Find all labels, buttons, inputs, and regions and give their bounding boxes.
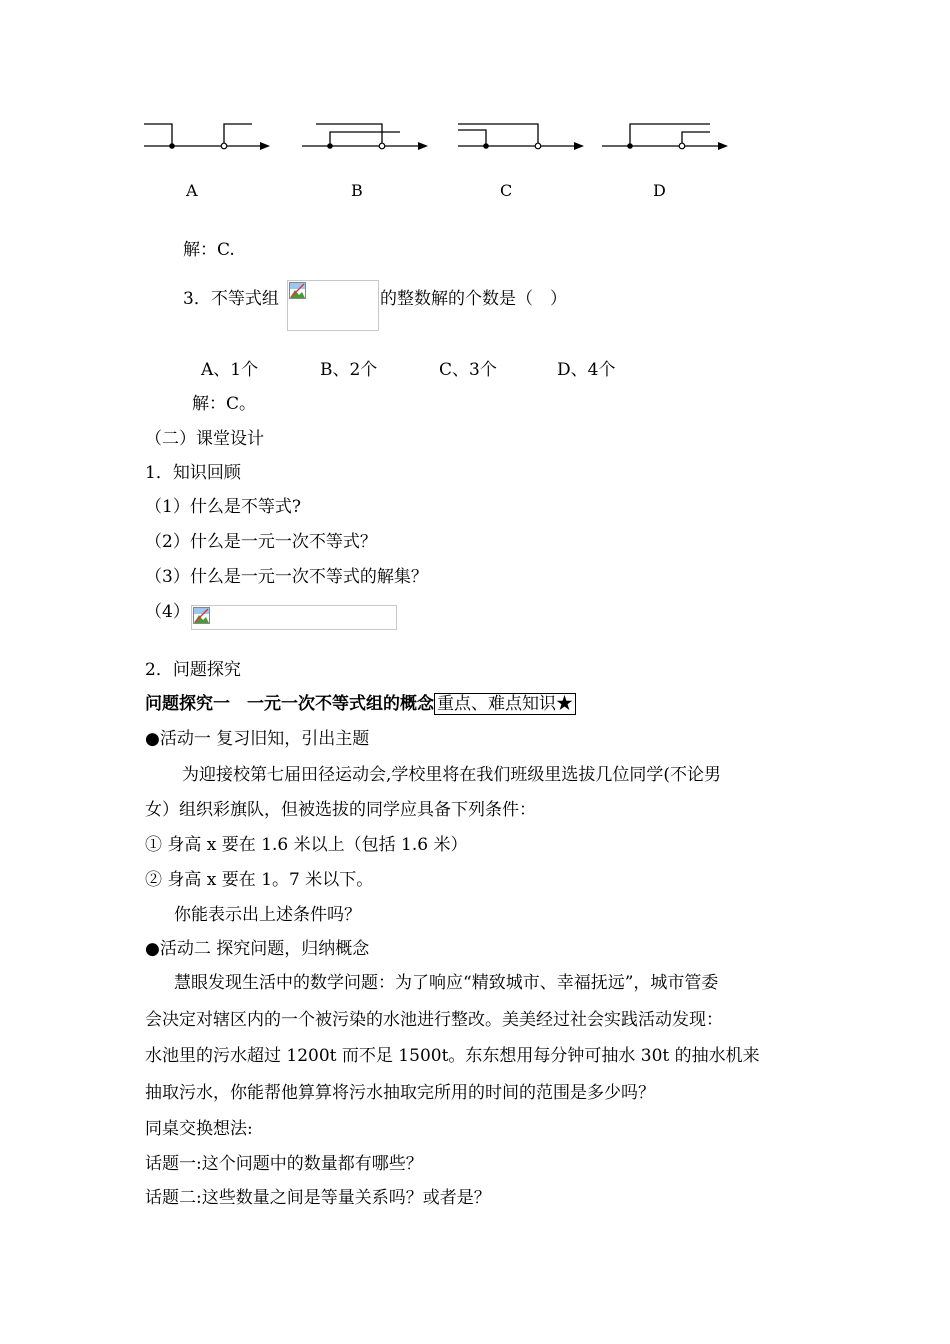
exchange-label: 同桌交换想法: [145, 1119, 253, 1139]
number-line-a [140, 112, 270, 162]
option-label-b: B [351, 181, 363, 200]
q3-choice-c: C、3个 [439, 360, 497, 380]
activity2-line3: 水池里的污水超过 1200t 而不足 1500t。东东想用每分钟可抽水 30t 的抽水机来 [145, 1046, 760, 1066]
number-line-d [598, 112, 728, 162]
activity1-title: ●活动一 复习旧知，引出主题 [145, 729, 370, 749]
topic-2: 话题二:这些数量之间是等量关系吗？或者是？ [145, 1188, 491, 1208]
number-line-c [454, 112, 584, 162]
broken-image-icon [193, 607, 210, 624]
key-point-tag: 重点、难点知识★ [434, 693, 576, 715]
explore-heading: 问题探究一 一元一次不等式组的概念 [145, 694, 434, 714]
q2-answer: 解：C. [183, 240, 235, 260]
option-label-a: A [186, 181, 198, 200]
explore-title: 2．问题探究 [145, 660, 241, 680]
q3-suffix: 的整数解的个数是（ ） [380, 289, 567, 309]
section-title: （二）课堂设计 [145, 429, 264, 449]
q3-choice-d: D、4个 [557, 360, 616, 380]
broken-image-icon [289, 282, 306, 299]
q3-prefix: 3．不等式组 [183, 289, 279, 309]
activity2-line2: 会决定对辖区内的一个被污染的水池进行整改。美美经过社会实践活动发现： [145, 1010, 723, 1030]
review-title: 1．知识回顾 [145, 463, 241, 483]
explore-heading-row [145, 689, 576, 714]
activity2-line1: 慧眼发现生活中的数学问题：为了响应“精致城市、幸福抚远”，城市管委 [174, 973, 719, 993]
q3-choice-a: A、1个 [201, 360, 259, 380]
review-item-3: （3）什么是一元一次不等式的解集？ [145, 567, 428, 587]
activity2-title: ●活动二 探究问题，归纳概念 [145, 939, 370, 959]
q3-choice-b: B、2个 [320, 360, 378, 380]
number-line-b [298, 112, 428, 162]
inequality-system-image [287, 280, 379, 331]
option-label-d: D [653, 181, 666, 200]
activity1-para-line2: 女）组织彩旗队，但被选拔的同学应具备下列条件： [145, 800, 536, 820]
activity1-cond1: ① 身高 x 要在 1.6 米以上（包括 1.6 米） [145, 835, 468, 855]
activity1-question: 你能表示出上述条件吗？ [174, 905, 361, 925]
review-item-4-image [191, 605, 397, 630]
activity1-cond2: ② 身高 x 要在 1。7 米以下。 [145, 870, 374, 890]
option-label-c: C [500, 181, 513, 200]
q3-answer: 解：C。 [192, 394, 257, 414]
activity2-line4: 抽取污水，你能帮他算算将污水抽取完所用的时间的范围是多少吗？ [145, 1083, 655, 1103]
review-item-4: （4） [145, 602, 190, 622]
review-item-1: （1）什么是不等式? [145, 497, 301, 517]
topic-1: 话题一:这个问题中的数量都有哪些？ [145, 1154, 423, 1174]
activity1-para-line1: 为迎接校第七届田径运动会,学校里将在我们班级里选拔几位同学(不论男 [182, 765, 722, 785]
review-item-2: （2）什么是一元一次不等式？ [145, 532, 377, 552]
